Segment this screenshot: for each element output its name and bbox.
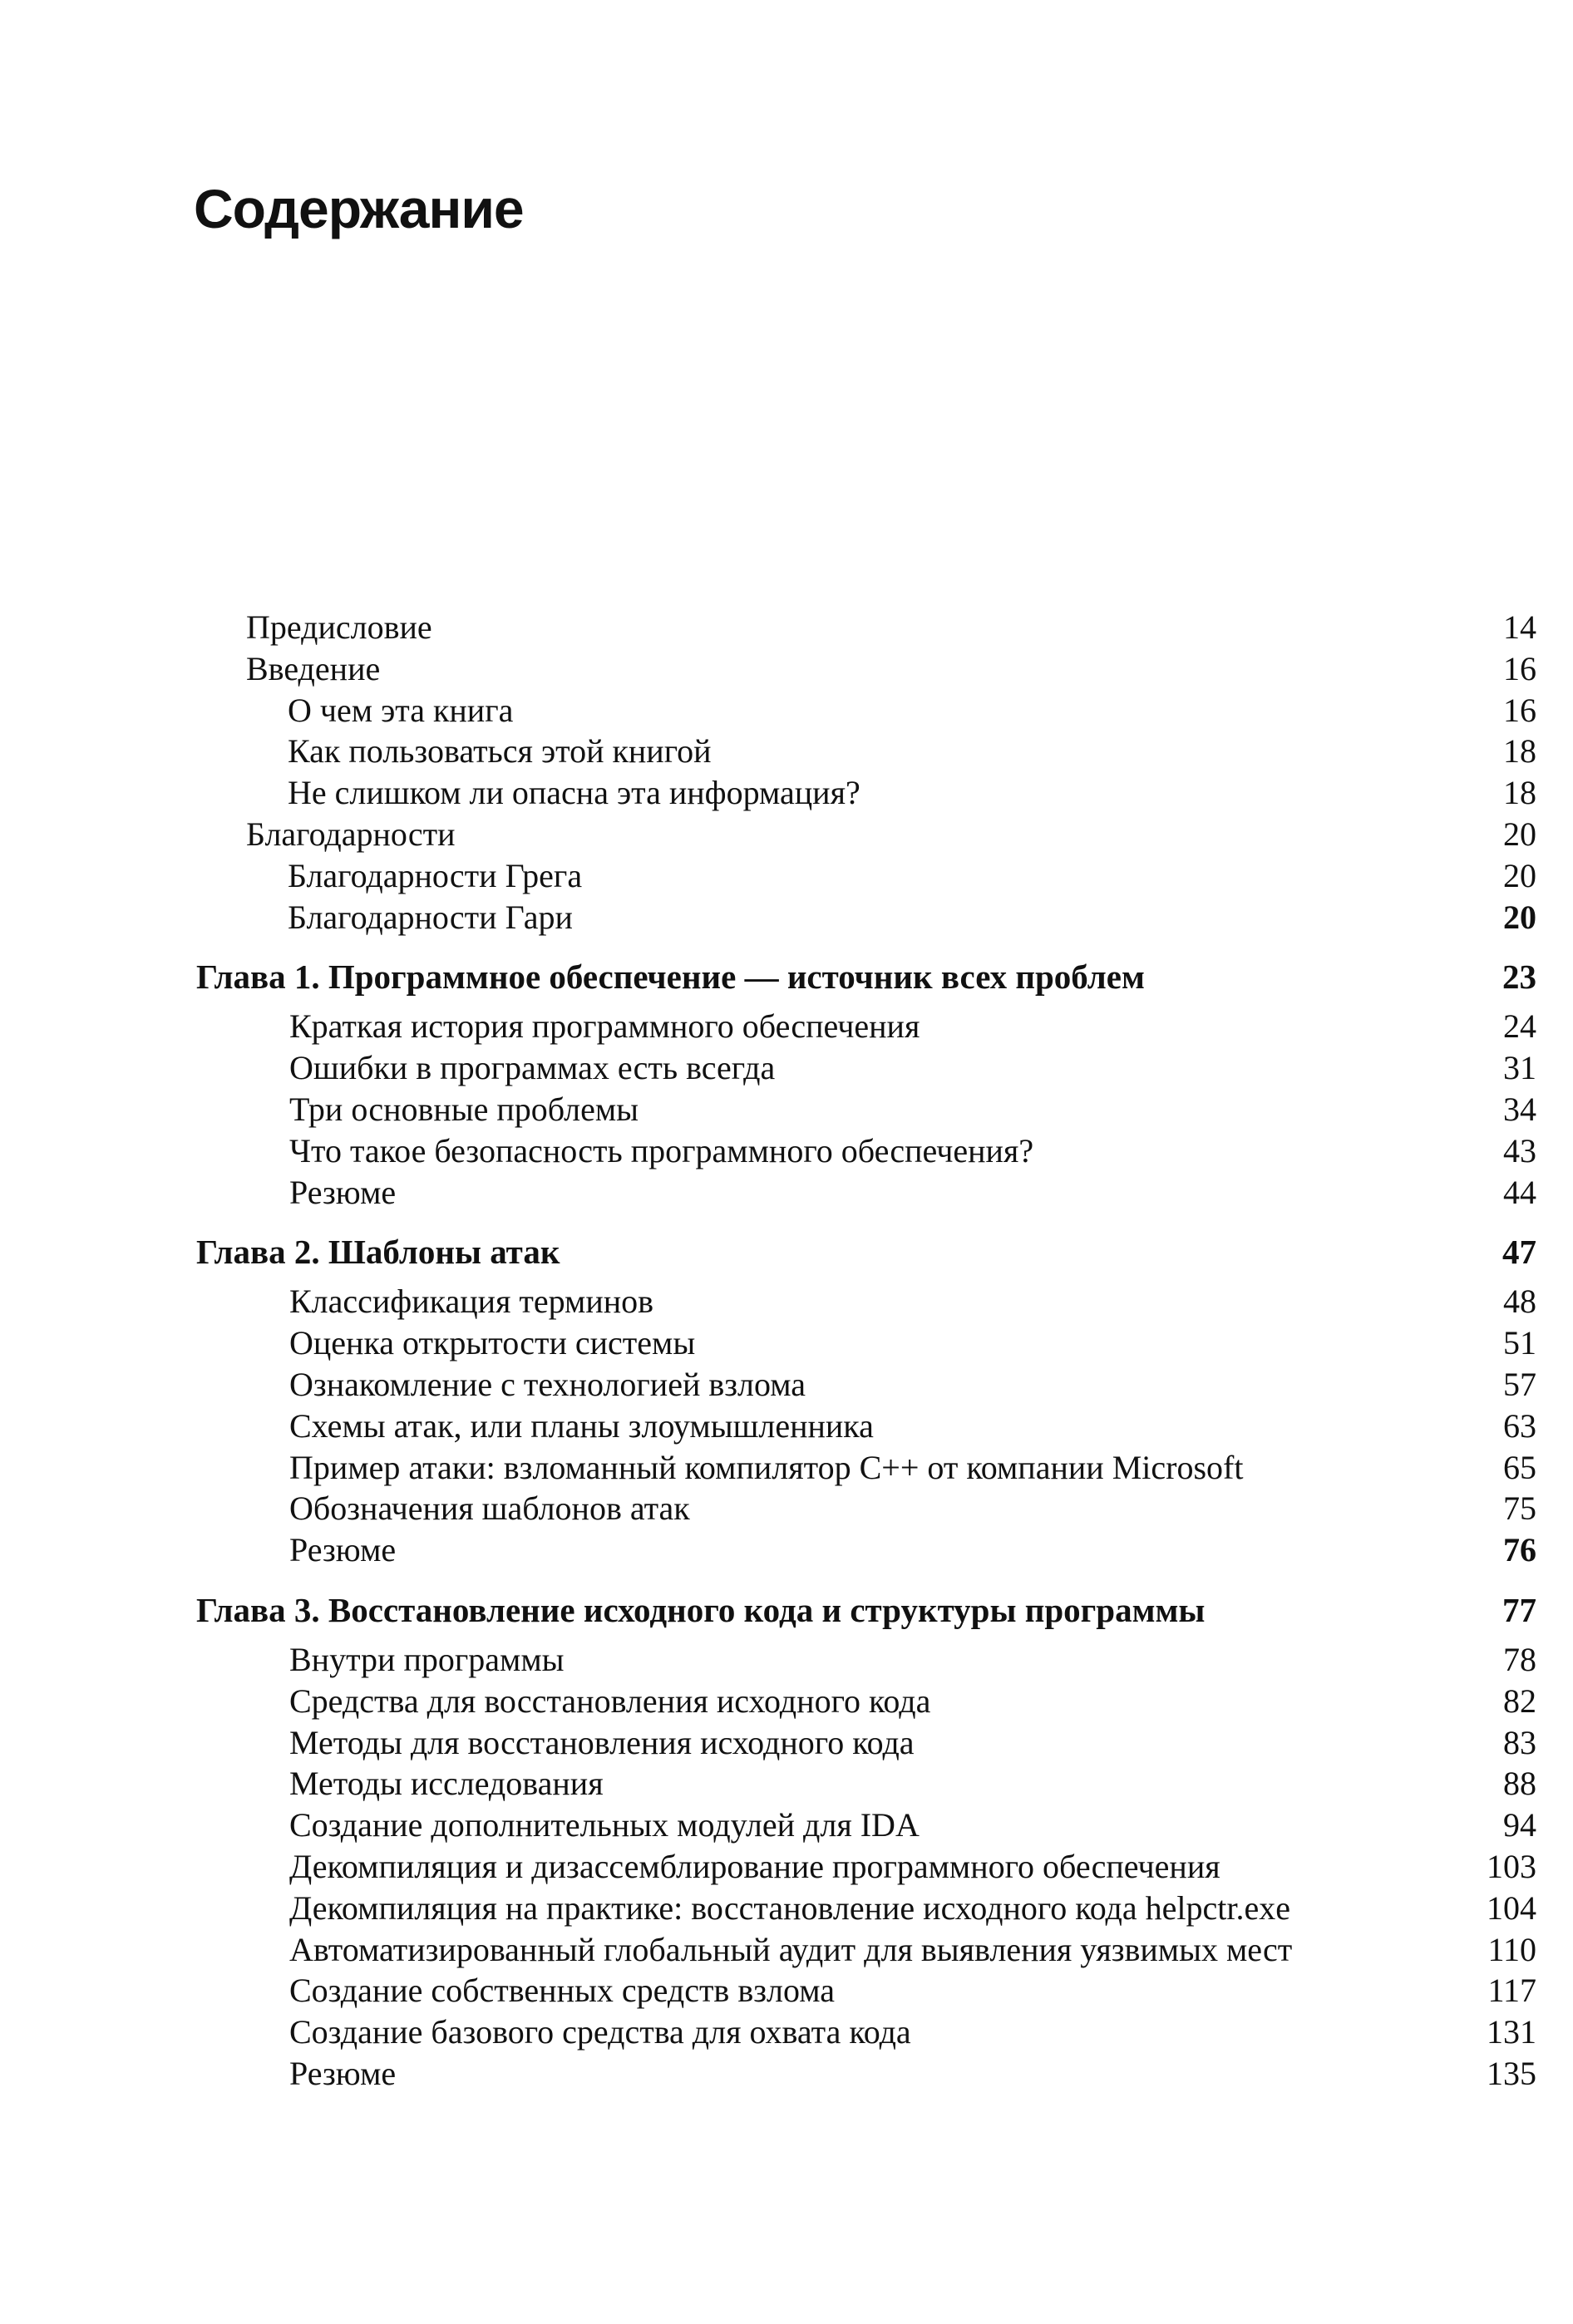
page-number: 14 bbox=[1503, 608, 1536, 646]
toc-entry bbox=[196, 1089, 1536, 1130]
entry-title: Введение bbox=[246, 649, 381, 687]
page-number: 20 bbox=[1503, 856, 1536, 894]
entry-title: Не слишком ли опасна эта информация? bbox=[288, 774, 860, 812]
page-number: 135 bbox=[1487, 2054, 1536, 2092]
entry-title: Краткая история программного обеспечения bbox=[289, 1007, 920, 1046]
toc-entry bbox=[196, 1970, 1536, 2011]
page-title: Содержание bbox=[194, 178, 524, 239]
toc-entry bbox=[196, 1172, 1536, 1214]
page-number: 117 bbox=[1487, 1972, 1536, 2010]
toc-entry bbox=[196, 1006, 1536, 1047]
page-number: 20 bbox=[1503, 815, 1536, 853]
page-number: 34 bbox=[1503, 1090, 1536, 1128]
page-number: 88 bbox=[1503, 1765, 1536, 1803]
chapter-heading bbox=[196, 951, 1536, 1002]
page-number: 20 bbox=[1503, 898, 1536, 936]
entry-title: Автоматизированный глобальный аудит для выявления уязвимых мест bbox=[289, 1930, 1293, 1968]
entry-title: Благодарности bbox=[246, 815, 456, 853]
entry-title: Средства для восстановления исходного кода bbox=[289, 1681, 931, 1720]
chapter-heading bbox=[196, 1584, 1536, 1636]
toc-entry bbox=[196, 731, 1536, 772]
entry-title: Пример атаки: взломанный компилятор C++ от компании Microsoft bbox=[289, 1448, 1244, 1486]
entry-title: Благодарности Грега bbox=[288, 856, 583, 894]
toc-entry bbox=[196, 814, 1536, 855]
toc-entry bbox=[196, 1488, 1536, 1529]
toc-entry bbox=[196, 1364, 1536, 1406]
entry-title: Предисловие bbox=[246, 608, 432, 646]
toc-entry bbox=[196, 2053, 1536, 2095]
toc-entry bbox=[196, 1047, 1536, 1089]
page-number: 47 bbox=[1502, 1233, 1536, 1272]
toc-entry bbox=[196, 1529, 1536, 1571]
entry-title: Ошибки в программах есть всегда bbox=[289, 1049, 776, 1087]
toc-entry bbox=[196, 772, 1536, 814]
entry-title: Обозначения шаблонов атак bbox=[289, 1489, 690, 1528]
page-number: 16 bbox=[1503, 691, 1536, 729]
page-number: 65 bbox=[1503, 1448, 1536, 1486]
toc-entry bbox=[196, 1281, 1536, 1322]
toc-entry bbox=[196, 1805, 1536, 1846]
entry-title: Методы исследования bbox=[289, 1765, 604, 1803]
page-number: 110 bbox=[1487, 1930, 1536, 1968]
page-number: 77 bbox=[1502, 1590, 1536, 1629]
entry-title: Создание базового средства для охвата кода bbox=[289, 2013, 911, 2051]
entry-title: Глава 1. Программное обеспечение — источник всех проблем bbox=[196, 958, 1145, 997]
entry-title: Резюме bbox=[289, 1173, 397, 1211]
entry-title: Что такое безопасность программного обеспечения? bbox=[289, 1131, 1034, 1169]
toc-entry bbox=[196, 2011, 1536, 2053]
page-number: 78 bbox=[1503, 1640, 1536, 1678]
toc-entry bbox=[196, 607, 1536, 648]
entry-title: Глава 2. Шаблоны атак bbox=[196, 1233, 560, 1272]
toc-entry bbox=[196, 1447, 1536, 1489]
page-number: 131 bbox=[1487, 2013, 1536, 2051]
entry-title: Как пользоваться этой книгой bbox=[288, 732, 712, 771]
entry-title: Три основные проблемы bbox=[289, 1090, 639, 1128]
page-number: 23 bbox=[1502, 958, 1536, 997]
page-number: 83 bbox=[1503, 1723, 1536, 1761]
page-number: 57 bbox=[1503, 1365, 1536, 1403]
entry-title: Резюме bbox=[289, 2054, 397, 2092]
toc-entry bbox=[196, 1406, 1536, 1447]
page-number: 51 bbox=[1503, 1324, 1536, 1362]
page-number: 18 bbox=[1503, 774, 1536, 812]
toc-entry bbox=[196, 1639, 1536, 1681]
page-number: 31 bbox=[1503, 1049, 1536, 1087]
entry-title: Классификация терминов bbox=[289, 1283, 654, 1321]
chapter-heading bbox=[196, 1226, 1536, 1278]
toc-entry bbox=[196, 1322, 1536, 1364]
toc-entry bbox=[196, 855, 1536, 897]
page-number: 82 bbox=[1503, 1681, 1536, 1720]
page-number: 48 bbox=[1503, 1283, 1536, 1321]
entry-title: Ознакомление с технологией взлома bbox=[289, 1365, 806, 1403]
entry-title: Создание собственных средств взлома bbox=[289, 1972, 835, 2010]
page-number: 24 bbox=[1503, 1007, 1536, 1046]
page-number: 75 bbox=[1503, 1489, 1536, 1528]
toc-entry bbox=[196, 1846, 1536, 1888]
table-of-contents bbox=[196, 607, 1536, 2095]
toc-entry bbox=[196, 1722, 1536, 1764]
entry-title: Глава 3. Восстановление исходного кода и структуры программы bbox=[196, 1590, 1206, 1629]
entry-title: О чем эта книга bbox=[288, 691, 514, 729]
entry-title: Схемы атак, или планы злоумышленника bbox=[289, 1406, 874, 1445]
toc-entry bbox=[196, 648, 1536, 690]
toc-entry bbox=[196, 1763, 1536, 1805]
toc-entry bbox=[196, 1888, 1536, 1929]
page-number: 103 bbox=[1487, 1847, 1536, 1885]
toc-entry bbox=[196, 1929, 1536, 1971]
page-number: 18 bbox=[1503, 732, 1536, 771]
toc-entry bbox=[196, 690, 1536, 731]
entry-title: Декомпиляция и дизассемблирование программного обеспечения bbox=[289, 1847, 1220, 1885]
page-number: 76 bbox=[1503, 1531, 1536, 1569]
toc-entry bbox=[196, 1130, 1536, 1172]
entry-title: Внутри программы bbox=[289, 1640, 565, 1678]
page-number: 104 bbox=[1487, 1888, 1536, 1927]
entry-title: Благодарности Гари bbox=[288, 898, 573, 936]
page-number: 63 bbox=[1503, 1406, 1536, 1445]
page-number: 16 bbox=[1503, 649, 1536, 687]
entry-title: Резюме bbox=[289, 1531, 397, 1569]
entry-title: Создание дополнительных модулей для IDA bbox=[289, 1806, 920, 1844]
toc-entry bbox=[196, 1681, 1536, 1722]
page-number: 94 bbox=[1503, 1806, 1536, 1844]
entry-title: Декомпиляция на практике: восстановление исходного кода helpctr.exe bbox=[289, 1888, 1291, 1927]
page-number: 43 bbox=[1503, 1131, 1536, 1169]
page-number: 44 bbox=[1503, 1173, 1536, 1211]
entry-title: Оценка открытости системы bbox=[289, 1324, 696, 1362]
entry-title: Методы для восстановления исходного кода bbox=[289, 1723, 915, 1761]
toc-entry bbox=[196, 897, 1536, 938]
